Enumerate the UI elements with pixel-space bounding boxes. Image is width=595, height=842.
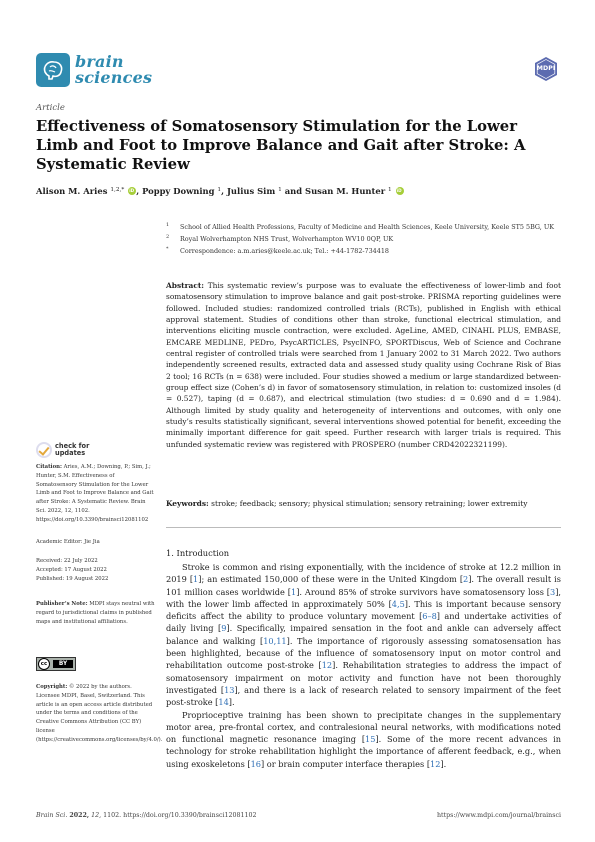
check-updates-icon	[36, 442, 52, 458]
copyright-block	[36, 683, 163, 745]
citation-text: Aries, A.M.; Downing, P.; Sim, J.; Hunter, S.M. Effectiveness of Somatosensory Stimulation for the Lower Limb and Foot to Improve Balance and Gait after Stroke: A Systematic Review. Brain Sci. 2022, 12, 1102. https://doi.org/10.3390/brainsci12081102	[36, 464, 154, 523]
affiliation-item	[166, 246, 561, 256]
paragraph	[166, 709, 561, 770]
article-title: Effectiveness of Somatosensory Stimulation for the Lower Limb and Foot to Improve Balance and Gait after Stroke: A Systematic Review	[36, 118, 526, 173]
paragraph-text: ]. The importance of rigorously assessing somatosensation has been highlighted, because of the influence of somatosensory input on motor control and rehabilitation outcome post-stroke [	[166, 635, 561, 671]
footer-journal: Brain Sci.	[36, 812, 68, 819]
author-affil-mark: 1,2,*	[110, 187, 125, 193]
citation-label: Citation:	[36, 464, 62, 470]
footer-citation	[36, 812, 257, 819]
paragraph-text: ]; an estimated 150,000 of these were in the United Kingdom [	[198, 574, 464, 585]
paragraph-text: ]. The overall result is 101 million cases worldwide [	[166, 574, 561, 597]
affiliation-text: School of Allied Health Professions, Faculty of Medicine and Health Sciences, Keele University, Keele ST5 5BG, UK	[180, 223, 554, 231]
reference-link[interactable]: 1	[193, 574, 199, 585]
paragraph-text: Stroke is common and rising exponentially, with the incidence of stroke at 12.2 million in 2019 [	[166, 562, 561, 585]
paragraph-text: ]. Around 85% of stroke survivors have somatosensory loss [	[296, 586, 550, 597]
article-type: Article	[36, 103, 65, 113]
paragraph-text: ].	[228, 697, 235, 708]
footer-year: 2022,	[69, 812, 90, 819]
section-divider	[166, 527, 561, 528]
accepted-date: Accepted: 17 August 2022	[36, 566, 107, 573]
reference-link[interactable]: 12	[430, 758, 441, 769]
paragraph-text: ], and there is a lack of research related to sensory impairment of the feet post-stroke [	[166, 684, 561, 708]
published-date: Published: 19 August 2022	[36, 575, 109, 582]
paragraph-text: ] and undertake activities of daily living [	[166, 611, 561, 634]
copyright-text: © 2022 by the authors. Licensee MDPI, Basel, Switzerland. This article is an open access article distributed under the terms and conditions of the Creative Commons Attribution (CC BY) license (https://creativecommons.org/licenses/by/4.0/).	[36, 684, 163, 743]
check-updates-line2: updates	[55, 449, 86, 457]
journal-name-line2: sciences	[75, 68, 153, 87]
paragraph-text: ]. This is important because sensory deficits affect the ability to produce voluntary movement [	[166, 598, 562, 622]
check-updates-line1: check for	[55, 441, 90, 450]
section-heading: 1. Introduction	[166, 548, 230, 558]
reference-link[interactable]: 15	[365, 734, 376, 745]
abstract-text: This systematic review’s purpose was to evaluate the effectiveness of lower-limb and foot somatosensory stimulation to improve balance and gait post-stroke. PRISMA reporting guidelines were followed. Included studies: randomized controlled trials (RCTs), published in English with ethical approval statement. Studies of conditions other than stroke, functional electrical stimulation, and interventions eliciting muscle contraction, were excluded. AgeLine, AMED, CINAHL PLUS, EMBASE, EMCARE MEDLINE, PEDro, PsycARTICLES, PsycINFO, SPORTDiscus, Web of Science and Cochrane central register of controlled trials were searched from 1 January 2002 to 31 March 2022. Two authors independently screened results, extracted data and assessed study quality using Cochrane Risk of Bias 2 tool; 16 RCTs (n = 638) were included. Four studies showed a medium or large standardized between-group effect size (Cohen’s d) in favor of somatosensory stimulation, in relation to: customized insoles (d = 0.527), taping (d = 0.687), and electrical stimulation (two studies: d = 0.690 and d = 1.984). Although limited by study quality and heterogeneity of interventions and outcomes, with only one study’s results statistically significant, several interventions showed potential for benefit, exceeding the minimally important difference for gait speed. Further research with larger trials is required. This unfunded systematic review was registered with PROSPERO (number CRD42022321199).	[166, 281, 561, 449]
reference-link[interactable]: 13	[224, 684, 235, 695]
paragraph-text: ], with the lower limb affected in approximately 50% [	[166, 586, 562, 609]
publisher-note	[36, 600, 156, 626]
dates-block	[36, 557, 156, 583]
reference-link[interactable]: 16	[250, 758, 261, 769]
reference-link[interactable]: 10,11	[263, 635, 287, 646]
author-name: Julius Sim	[226, 186, 276, 196]
paragraph-text: ]. Some of the more recent advances in technology for stroke rehabilitation highlight the importance of afferent feedback, e.g., when using exoskeletons [	[166, 734, 561, 769]
check-for-updates-button[interactable]	[36, 442, 89, 458]
paragraph-text: Proprioceptive training has been shown to precipitate changes in the supplementary motor area, pre-frontal cortex, and contralesional neural networks, with modifications noted on functional magnetic resonance imaging [	[166, 709, 561, 745]
affiliation-mark: 2	[166, 234, 170, 240]
copyright-label: Copyright:	[36, 684, 68, 690]
author-name: Poppy Downing	[142, 186, 215, 196]
publisher-note-label: Publisher’s Note:	[36, 601, 88, 607]
footer-doi-link[interactable]: https://doi.org/10.3390/brainsci12081102	[123, 812, 257, 819]
footer-journal-url[interactable]: https://www.mdpi.com/journal/brainsci	[436, 812, 561, 819]
cc-license-badge[interactable]	[36, 657, 76, 671]
author-list: Alison M. Aries $^{1,2,*}$ iD , Poppy Downing $^1$, Julius Sim $^1$ and Susan M. Hunter $^1$ iD	[36, 186, 566, 196]
academic-editor: Academic Editor: Jie Jia	[36, 539, 100, 545]
publisher-logo[interactable]	[533, 56, 559, 82]
author-affil-mark: 1	[217, 187, 222, 193]
affiliations	[166, 222, 561, 258]
paragraph-text: ] or brain computer interface therapies [	[261, 758, 431, 769]
reference-link[interactable]: 12	[321, 660, 333, 671]
reference-link[interactable]: 3	[550, 586, 556, 597]
reference-link[interactable]: 4,5	[391, 598, 405, 609]
orcid-icon[interactable]	[128, 187, 136, 195]
paragraph-text: ]. Specifically, impaired sensation in the foot and ankle can adversely affect balance and walking [	[166, 623, 561, 646]
keywords-label: Keywords:	[166, 499, 209, 508]
affiliation-mark: *	[166, 246, 169, 252]
brain-icon	[36, 53, 70, 87]
correspondence-text[interactable]: Correspondence: a.m.aries@keele.ac.uk; Tel.: +44-1782-734418	[180, 247, 389, 255]
affiliation-text: Royal Wolverhampton NHS Trust, Wolverhampton WV10 0QP, UK	[180, 235, 394, 243]
publisher-note-text: MDPI stays neutral with regard to jurisdictional claims in published maps and institutional affiliations.	[36, 601, 155, 625]
paragraph-text: ]. Rehabilitation strategies to address the impact of somatosensory impairment on motor activity and function have not been thoroughly investigated [	[166, 660, 561, 695]
affiliation-item	[166, 234, 561, 244]
reference-link[interactable]: 9	[221, 623, 227, 634]
footer-article-number: 1102.	[103, 812, 122, 819]
reference-link[interactable]: 1	[291, 586, 297, 597]
footer-volume: 12,	[91, 812, 102, 819]
received-date: Received: 22 July 2022	[36, 558, 98, 564]
reference-link[interactable]: 2	[463, 574, 469, 585]
keywords	[166, 498, 561, 509]
author-affil-mark: 1	[388, 187, 392, 193]
affiliation-mark: 1	[166, 222, 170, 228]
cc-by-label: BY	[53, 660, 73, 668]
abstract-label: Abstract:	[166, 281, 205, 290]
affiliation-item	[166, 222, 561, 232]
journal-logo[interactable]	[36, 48, 152, 92]
publisher-logo-text: MDPI	[536, 65, 556, 72]
orcid-icon[interactable]	[396, 187, 404, 195]
reference-link[interactable]: 6–8	[422, 611, 437, 622]
keywords-text: stroke; feedback; sensory; physical stimulation; sensory retraining; lower extremity	[211, 499, 528, 508]
creative-commons-icon: cc	[38, 658, 50, 670]
author-name: Susan M. Hunter	[305, 186, 386, 196]
paragraph	[166, 561, 561, 709]
author-name: Alison M. Aries	[36, 186, 108, 196]
abstract	[166, 280, 561, 450]
introduction-body	[166, 561, 561, 770]
citation-block	[36, 463, 156, 525]
paragraph-text: ].	[440, 758, 447, 769]
journal-name-line1: brain	[75, 52, 124, 71]
author-affil-mark: 1	[278, 187, 282, 193]
reference-link[interactable]: 14	[218, 697, 229, 708]
page-footer	[36, 812, 561, 819]
